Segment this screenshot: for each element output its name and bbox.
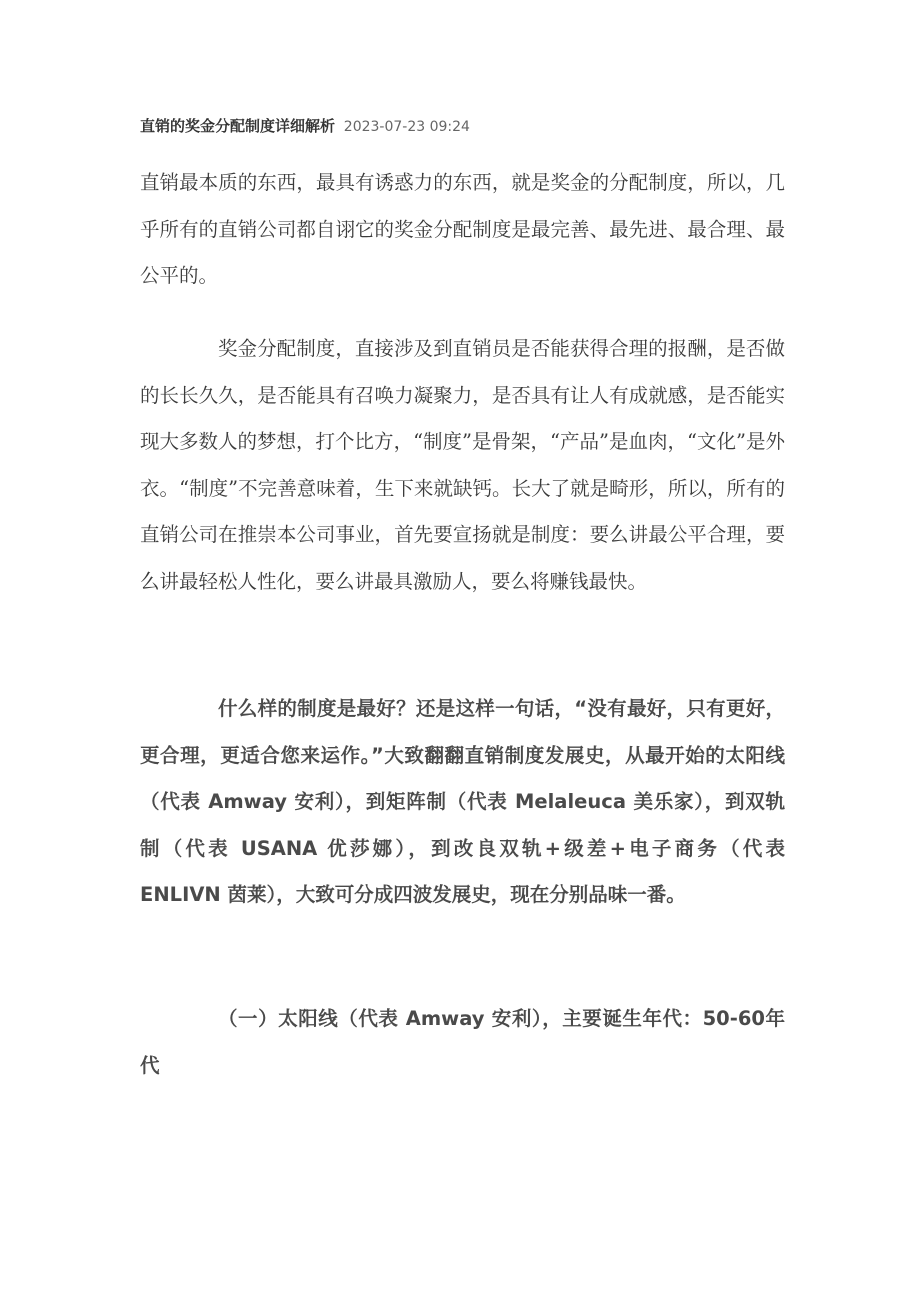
article-title: 直销的奖金分配制度详细解析 — [140, 117, 336, 135]
paragraph-best-system: 什么样的制度是最好？还是这样一句话，“没有最好，只有更好，更合理，更适合您来运作。”大致翻翻直销制度发展史，从最开始的太阳线（代表 Amway 安利），到矩阵制（代表 Melaleuca 美乐家），到双轨制（代表 USANA 优莎娜），到改良双轨+级差+电子商务（代表 ENLIVN 茵莱），大致可分成四波发展史，现在分别品味一番。 — [140, 697, 785, 906]
paragraph-bonus-system: 奖金分配制度，直接涉及到直销员是否能获得合理的报酬，是否做的长长久久，是否能具有召唤力凝聚力，是否具有让人有成就感，是否能实现大多数人的梦想，打个比方，“制度”是骨架，“产品”是血肉，“文化”是外衣。“制度”不完善意味着，生下来就缺钙。长大了就是畸形，所以，所有的直销公司在推崇本公司事业，首先要宣扬就是制度：要么讲最公平合理，要么讲最轻松人性化，要么讲最具激励人，要么将赚钱最快。 — [140, 337, 785, 593]
section-heading-sunline: （一）太阳线（代表 Amway 安利），主要诞生年代：50-60年代 — [140, 1007, 785, 1077]
paragraph-intro: 直销最本质的东西，最具有诱惑力的东西，就是奖金的分配制度，所以，几乎所有的直销公司都自诩它的奖金分配制度是最完善、最先进、最合理、最公平的。 — [140, 171, 785, 287]
article-date: 2023-07-23 09:24 — [343, 119, 470, 135]
article-header — [140, 114, 800, 139]
